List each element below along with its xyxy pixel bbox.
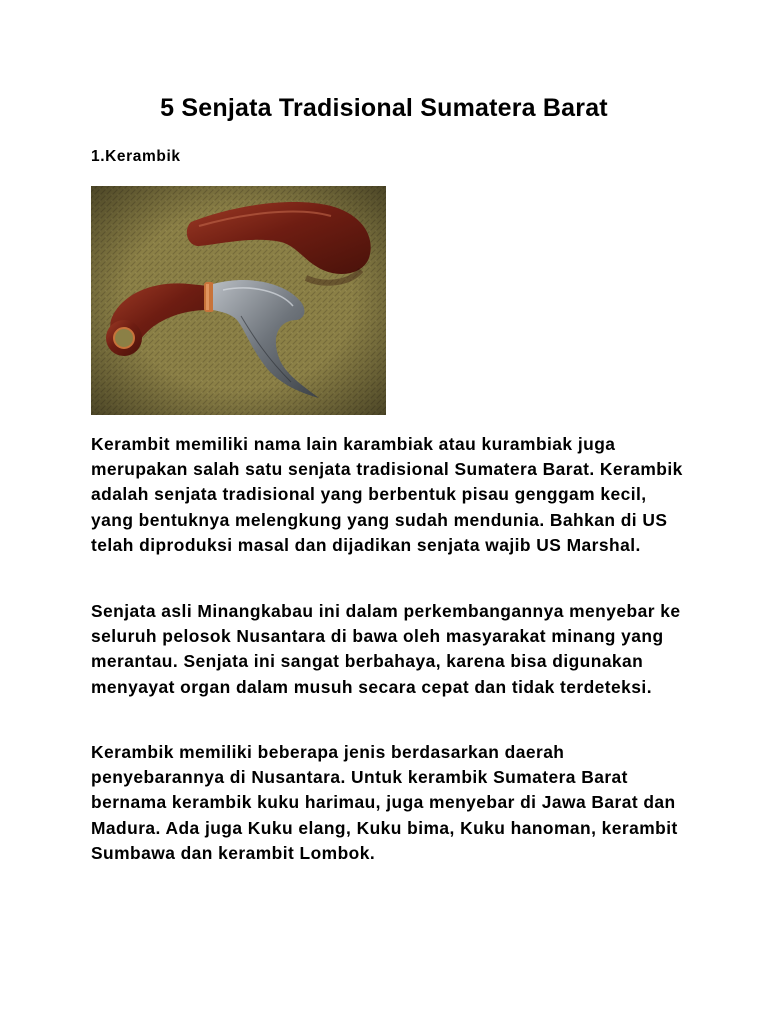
page-title: 5 Senjata Tradisional Sumatera Barat — [160, 94, 608, 122]
paragraph-2: Senjata asli Minangkabau ini dalam perkembangannya menyebar ke seluruh pelosok Nusantara di bawa oleh masyarakat minang yang merantau. Senjata ini sangat berbahaya, karena bisa digunakan menyayat organ dalam musuh secara cepat dan tidak terdeteksi. — [91, 601, 681, 697]
kerambit-photo — [91, 186, 386, 415]
paragraph-1: Kerambit memiliki nama lain karambiak atau kurambiak juga merupakan salah satu senjata tradisional Sumatera Barat. Kerambik adalah senjata tradisional yang berbentuk pisau genggam kecil, yang bentuknya melengkung yang sudah mendunia. Bahkan di US telah diproduksi masal dan dijadikan senjata wajib US Marshal. — [91, 434, 683, 555]
section-heading: 1.Kerambik — [91, 148, 181, 165]
paragraph-3: Kerambik memiliki beberapa jenis berdasarkan daerah penyebarannya di Nusantara. Untuk kerambik Sumatera Barat bernama kerambik kuku harimau, juga menyebar di Jawa Barat dan Madura. Ada juga Kuku elang, Kuku bima, Kuku hanoman, kerambit Sumbawa dan kerambit Lombok. — [91, 742, 678, 863]
